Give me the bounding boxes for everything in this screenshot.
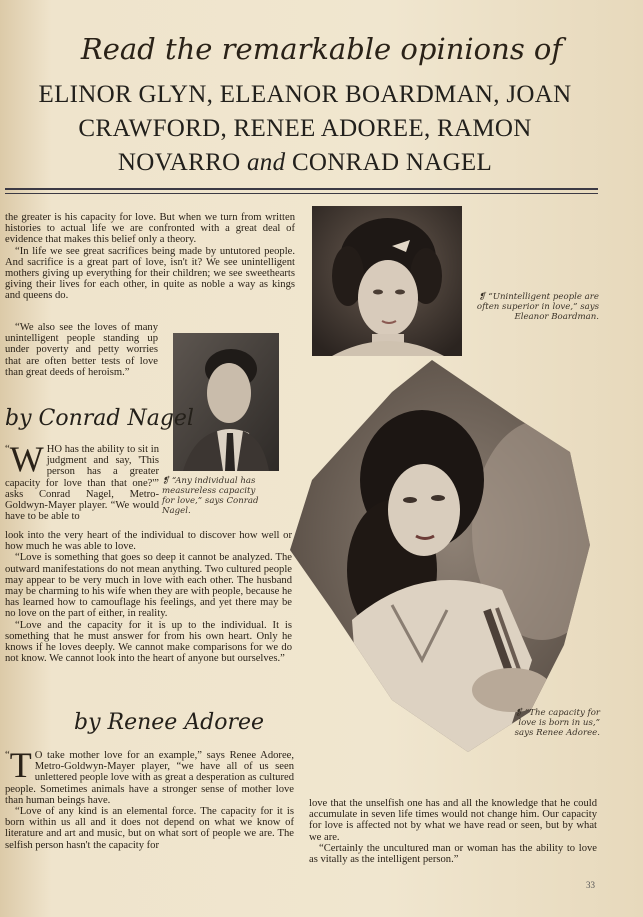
header-rule-bottom xyxy=(5,193,598,194)
eleanor-boardman-portrait xyxy=(312,206,462,356)
adoree-quote-open: “ xyxy=(5,750,10,761)
renee-adoree-photo xyxy=(272,360,602,755)
names-line-3 xyxy=(0,146,610,180)
adoree-caption: ❡ “The capacity for love is born in us,” says Renee Adoree. xyxy=(514,708,600,738)
names-line-3-and: and xyxy=(246,149,286,176)
nagel-narrow-paragraph: HO has the ability to sit in judgment and say, 'This person has a greater capacity for love than that one?'” asks Conrad Nagel, Metro-Goldwyn-Mayer player. “We would have to be able to xyxy=(5,444,159,523)
page-number: 33 xyxy=(586,880,595,890)
adoree-drop-cap: T xyxy=(9,745,32,785)
renee-adoree-portrait xyxy=(272,360,602,755)
page-title: Read the remarkable opinions of xyxy=(80,32,563,66)
adoree-paragraph-3: love that the unselfish one has and all the knowledge that he could accumulate in seven life times would not change him. Our capacity for love is affected not by what we have read or seen, but by what we are. xyxy=(309,798,597,843)
nagel-quote-open: “ xyxy=(5,444,10,455)
adoree-paragraph-2: “Love of any kind is an elemental force. The capacity for it is born within us all and it does not depend on what we know of literature and art and music, but on what sort of people we are. The selfish person hasn't the capacity for xyxy=(5,806,294,851)
intro-paragraph-2: “In life we see great sacrifices being made by untutored people. And sacrifice is a great part of love, isn't it? We see unintelligent mothers giving up everything for their children; we see sweethearts giving their lives for each other, in quite as noble a way as kings and queens do. xyxy=(5,245,295,302)
conrad-nagel-portrait xyxy=(173,333,279,471)
intro-paragraph-3: “We also see the loves of many unintelligent people standing up under poverty and petty worries that are often better tests of love than great deeds of heroism.” xyxy=(5,322,158,378)
adoree-paragraph-1-text: O take mother love for an example,” says Renee Adoree, Metro-Goldwyn-Mayer player, “we have all of us seen unlettered people love with as great a desperation as cultured people. Sometimes animals have a stronger sense of mother love than human beings have. xyxy=(5,750,294,806)
intro-text xyxy=(5,212,295,302)
names-line-1: ELINOR GLYN, ELEANOR BOARDMAN, JOAN xyxy=(38,81,572,108)
nagel-byline: by Conrad Nagel xyxy=(5,406,194,431)
adoree-paragraph-1 xyxy=(5,745,294,806)
eleanor-boardman-photo xyxy=(312,206,462,356)
names-line-2: CRAWFORD, RENEE ADOREE, RAMON xyxy=(78,115,532,142)
adoree-paragraph-4: “Certainly the uncultured man or woman has the ability to love as vitally as the intelligent person.” xyxy=(309,842,597,866)
names-line-3-b: CONRAD NAGEL xyxy=(291,149,493,176)
adoree-text xyxy=(5,745,294,851)
intro-narrow-text xyxy=(5,322,158,378)
names-heading xyxy=(0,78,610,180)
adoree-right-text xyxy=(309,798,597,865)
nagel-paragraph-1: look into the very heart of the individual to discover how well or how much he was able to love. xyxy=(5,530,292,553)
boardman-caption: ❡ “Unintelligent people are often superior in love,” says Eleanor Boardman. xyxy=(476,292,599,322)
nagel-wide-text xyxy=(5,530,292,664)
intro-paragraph-1: the greater is his capacity for love. But when we turn from written histories to actual life we are confronted with a great deal of evidence that makes this belief only a theory. xyxy=(5,212,295,246)
conrad-nagel-photo xyxy=(173,333,279,471)
names-line-3-a: NOVARRO xyxy=(117,149,241,176)
nagel-drop-cap: W xyxy=(9,439,44,479)
nagel-paragraph-3: “Love and the capacity for it is up to the individual. It is something that he must answer for from his own heart. Only he knows if he loves deeply. We cannot make comparisons for we do not know. We cannot look into the heart of anyone but ourselves.” xyxy=(5,619,292,665)
nagel-narrow-text xyxy=(5,439,159,523)
nagel-caption: ❡ “Any individual has measureless capacity for love,” says Conrad Nagel. xyxy=(162,476,259,516)
header-rule-top xyxy=(5,188,598,190)
nagel-paragraph-2: “Love is something that goes so deep it cannot be analyzed. The outward manifestations do not mean anything. Two cultured people may appear to be very much in love with each other. The husband may be charming to his wife when they are with people, because he has learned how to camouflage his feelings, and yet there may be no love on the part of either, in reality. xyxy=(5,552,292,620)
adoree-byline: by Renee Adoree xyxy=(74,710,265,735)
